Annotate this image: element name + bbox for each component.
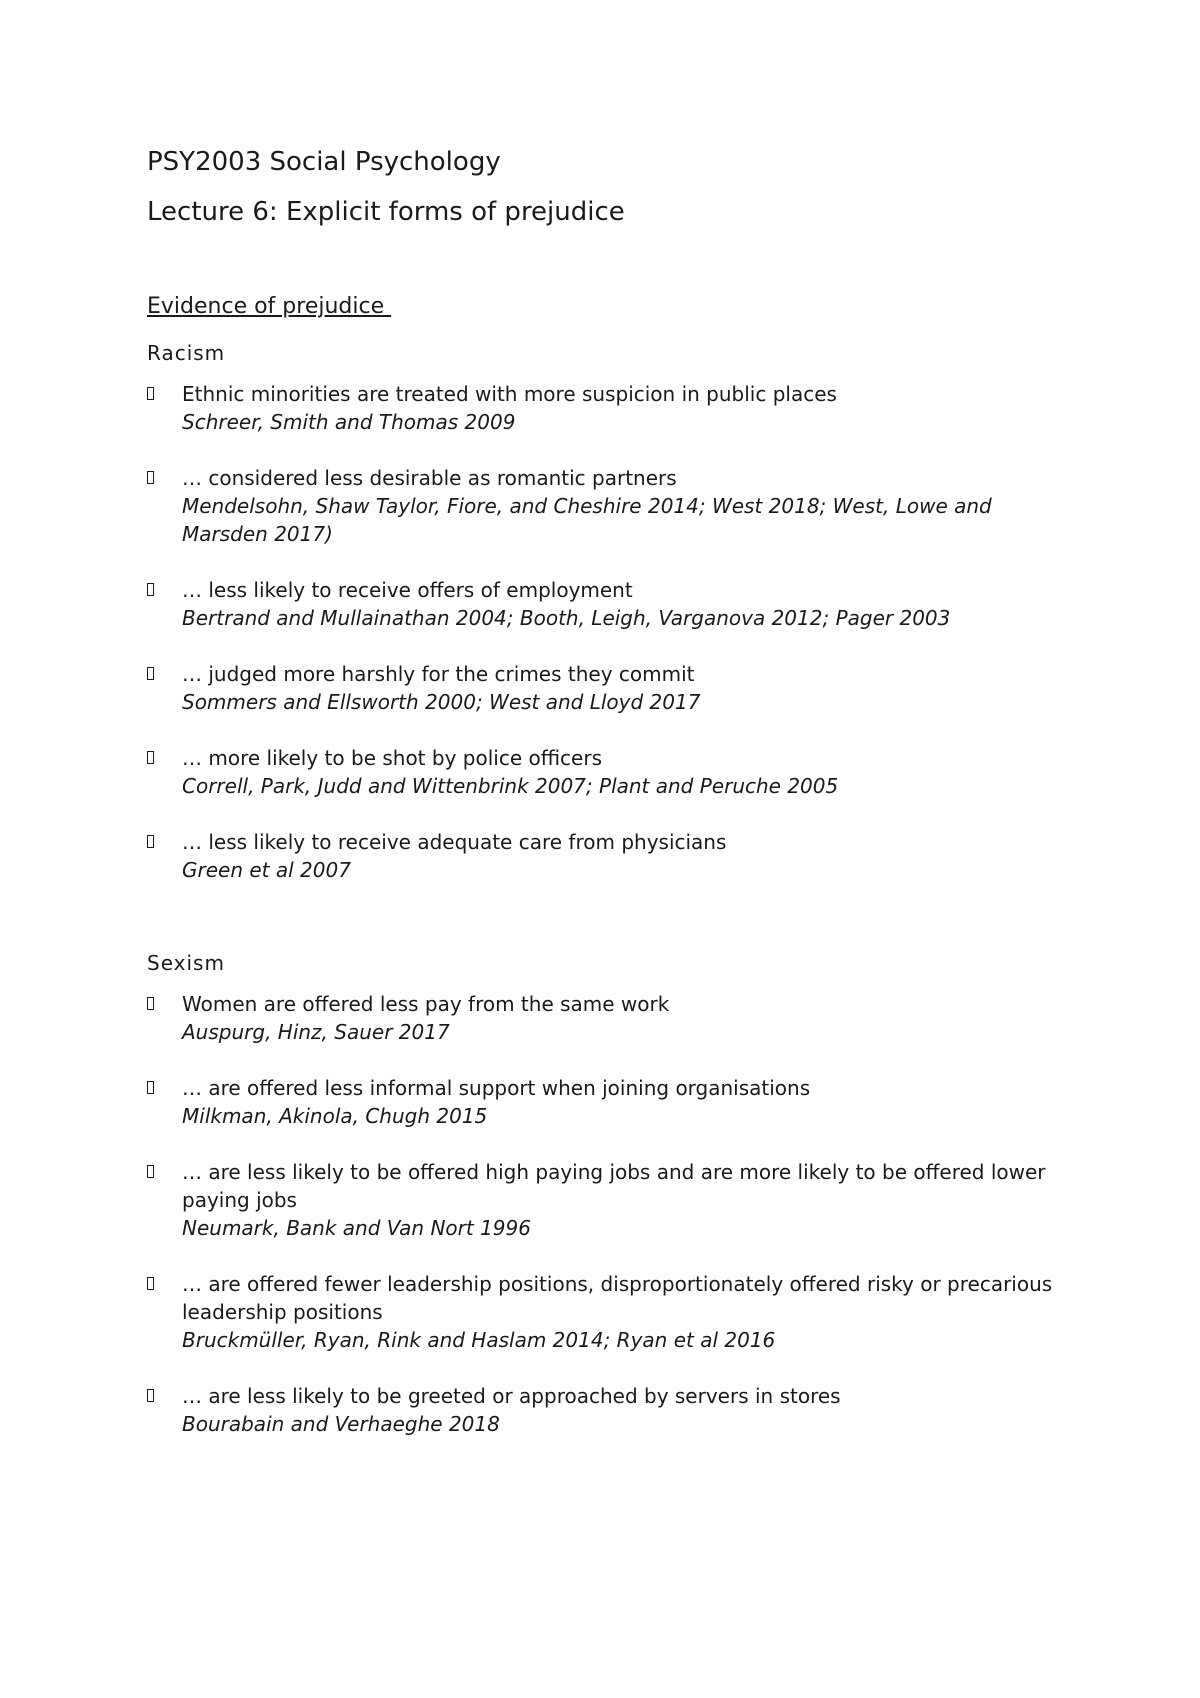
- finding-text: … are offered fewer leadership positions, disproportionately offered risky or precarious leadership positions: [182, 1272, 1053, 1324]
- citation: Sommers and Ellsworth 2000; West and Lloyd 2017: [182, 690, 701, 714]
- finding-text: … are less likely to be greeted or approached by servers in stores: [182, 1384, 841, 1408]
- bullet-icon: [147, 583, 154, 596]
- list-item: [147, 1382, 1067, 1438]
- citation: Milkman, Akinola, Chugh 2015: [182, 1104, 488, 1128]
- list-item: [147, 744, 1067, 800]
- bullet-icon: [147, 835, 154, 848]
- finding-text: … considered less desirable as romantic partners: [182, 466, 677, 490]
- racism-evidence-list: [147, 380, 1067, 884]
- citation: Mendelsohn, Shaw Taylor, Fiore, and Cheshire 2014; West 2018; West, Lowe and Marsden 2017): [182, 494, 992, 546]
- subsection-title-sexism: Sexism: [147, 951, 225, 975]
- citation: Correll, Park, Judd and Wittenbrink 2007; Plant and Peruche 2005: [182, 774, 839, 798]
- citation: Bourabain and Verhaeghe 2018: [182, 1412, 500, 1436]
- finding-text: … more likely to be shot by police officers: [182, 746, 602, 770]
- subsection-title-racism: Racism: [147, 341, 226, 365]
- lecture-title: Lecture 6: Explicit forms of prejudice: [147, 197, 625, 227]
- bullet-icon: [147, 387, 154, 400]
- finding-text: Women are offered less pay from the same work: [182, 992, 670, 1016]
- bullet-icon: [147, 1081, 154, 1094]
- list-item: [147, 660, 1067, 716]
- bullet-icon: [147, 997, 154, 1010]
- list-item: [147, 464, 1067, 548]
- list-item: [147, 1270, 1067, 1354]
- finding-text: … are less likely to be offered high paying jobs and are more likely to be offered lower paying jobs: [182, 1160, 1046, 1212]
- list-item: [147, 380, 1067, 436]
- subsection-racism: [147, 340, 1067, 912]
- bullet-icon: [147, 1277, 154, 1290]
- bullet-icon: [147, 667, 154, 680]
- list-item: [147, 990, 1067, 1046]
- finding-text: Ethnic minorities are treated with more suspicion in public places: [182, 382, 837, 406]
- list-item: [147, 828, 1067, 884]
- citation: Green et al 2007: [182, 858, 351, 882]
- finding-text: … are offered less informal support when joining organisations: [182, 1076, 811, 1100]
- finding-text: … judged more harshly for the crimes they commit: [182, 662, 695, 686]
- bullet-icon: [147, 1165, 154, 1178]
- list-item: [147, 576, 1067, 632]
- finding-text: … less likely to receive adequate care from physicians: [182, 830, 727, 854]
- list-item: [147, 1158, 1067, 1242]
- document-title: PSY2003 Social Psychology: [147, 147, 501, 177]
- section-heading-evidence: Evidence of prejudice: [147, 294, 392, 319]
- bullet-icon: [147, 471, 154, 484]
- finding-text: … less likely to receive offers of employment: [182, 578, 633, 602]
- citation: Auspurg, Hinz, Sauer 2017: [182, 1020, 450, 1044]
- bullet-icon: [147, 751, 154, 764]
- citation: Schreer, Smith and Thomas 2009: [182, 410, 516, 434]
- bullet-icon: [147, 1389, 154, 1402]
- list-item: [147, 1074, 1067, 1130]
- citation: Bertrand and Mullainathan 2004; Booth, Leigh, Varganova 2012; Pager 2003: [182, 606, 951, 630]
- citation: Bruckmüller, Ryan, Rink and Haslam 2014; Ryan et al 2016: [182, 1328, 776, 1352]
- subsection-sexism: [147, 950, 1067, 1466]
- citation: Neumark, Bank and Van Nort 1996: [182, 1216, 531, 1240]
- sexism-evidence-list: [147, 990, 1067, 1438]
